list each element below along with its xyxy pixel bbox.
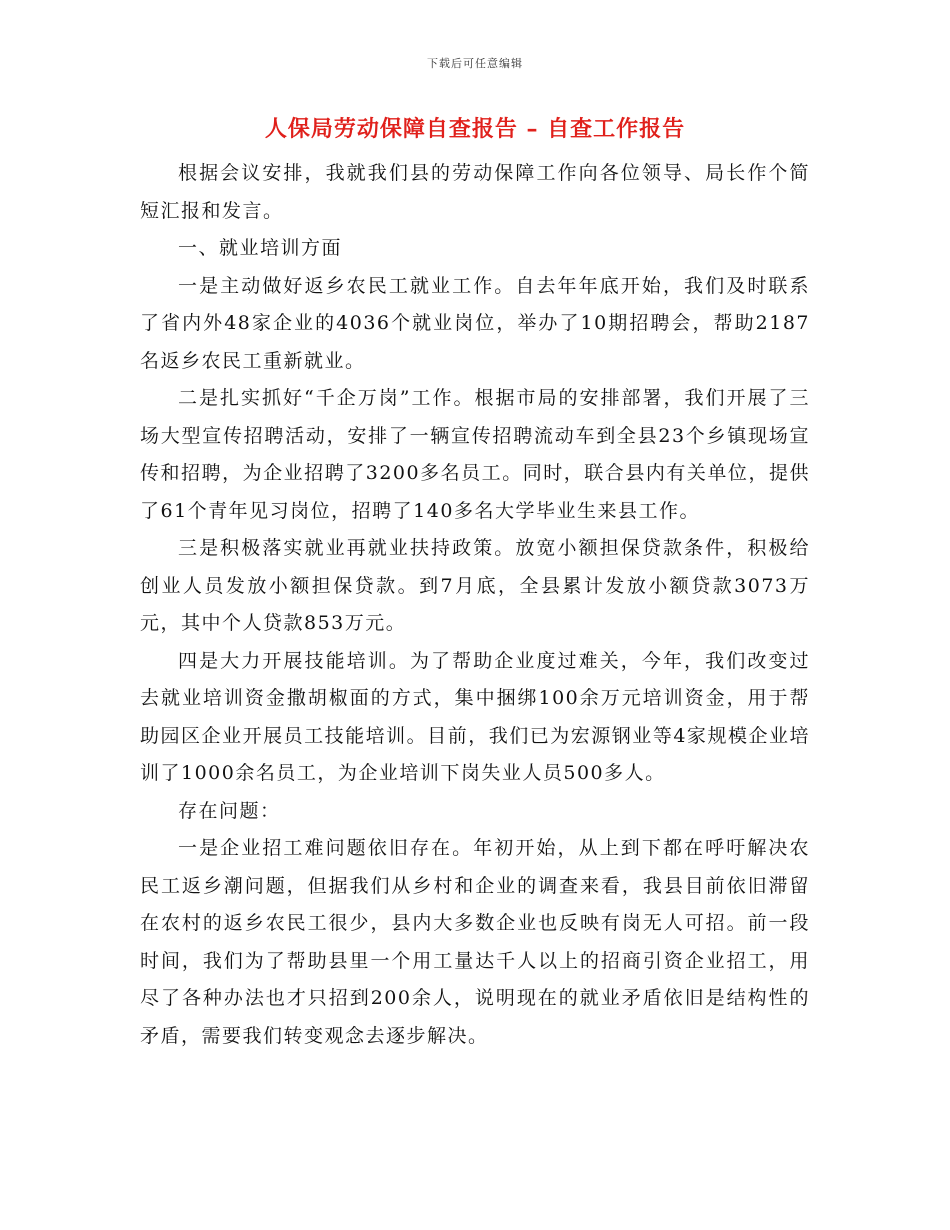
paragraph-problem-1: 一是企业招工难问题依旧存在。年初开始，从上到下都在呼吁解决农民工返乡潮问题，但据我们从乡村和企业的调查来看，我县目前依旧滞留在农村的返乡农民工很少，县内大多数企业也反映有岗无人可招。前一段时间，我们为了帮助县里一个用工量达千人以上的招商引资企业招工，用尽了各种办法也才只招到200余人，说明现在的就业矛盾依旧是结构性的矛盾，需要我们转变观念去逐步解决。 <box>140 837 810 1047</box>
paragraph-item-2: 二是扎实抓好“千企万岗”工作。根据市局的安排部署，我们开展了三场大型宣传招聘活动，安排了一辆宣传招聘流动车到全县23个乡镇现场宣传和招聘，为企业招聘了3200多名员工。同时，联合县内有关单位，提供了61个青年见习岗位，招聘了140多名大学毕业生来县工作。 <box>140 387 810 522</box>
section-heading-problems: 存在问题： <box>178 799 281 822</box>
paragraph-intro: 根据会议安排，我就我们县的劳动保障工作向各位领导、局长作个简短汇报和发言。 <box>140 162 810 222</box>
paragraph-item-4: 四是大力开展技能培训。为了帮助企业度过难关，今年，我们改变过去就业培训资金撒胡椒面的方式，集中捆绑100余万元培训资金，用于帮助园区企业开展员工技能培训。目前，我们已为宏源钢业等4家规模企业培训了1000余名员工，为企业培训下岗失业人员500多人。 <box>140 649 810 784</box>
document-title: 人保局劳动保障自查报告 – 自查工作报告 <box>264 116 686 142</box>
paragraph-item-3: 三是积极落实就业再就业扶持政策。放宽小额担保贷款条件，积极给创业人员发放小额担保贷款。到7月底，全县累计发放小额贷款3073万元，其中个人贷款853万元。 <box>140 537 810 634</box>
section-heading-employment-training: 一、就业培训方面 <box>178 237 343 259</box>
paragraph-item-1: 一是主动做好返乡农民工就业工作。自去年年底开始，我们及时联系了省内外48家企业的4036个就业岗位，举办了10期招聘会，帮助2187名返乡农民工重新就业。 <box>140 274 810 372</box>
page-header-note: 下载后可任意编辑 <box>427 57 523 70</box>
document-body <box>140 155 810 1055</box>
